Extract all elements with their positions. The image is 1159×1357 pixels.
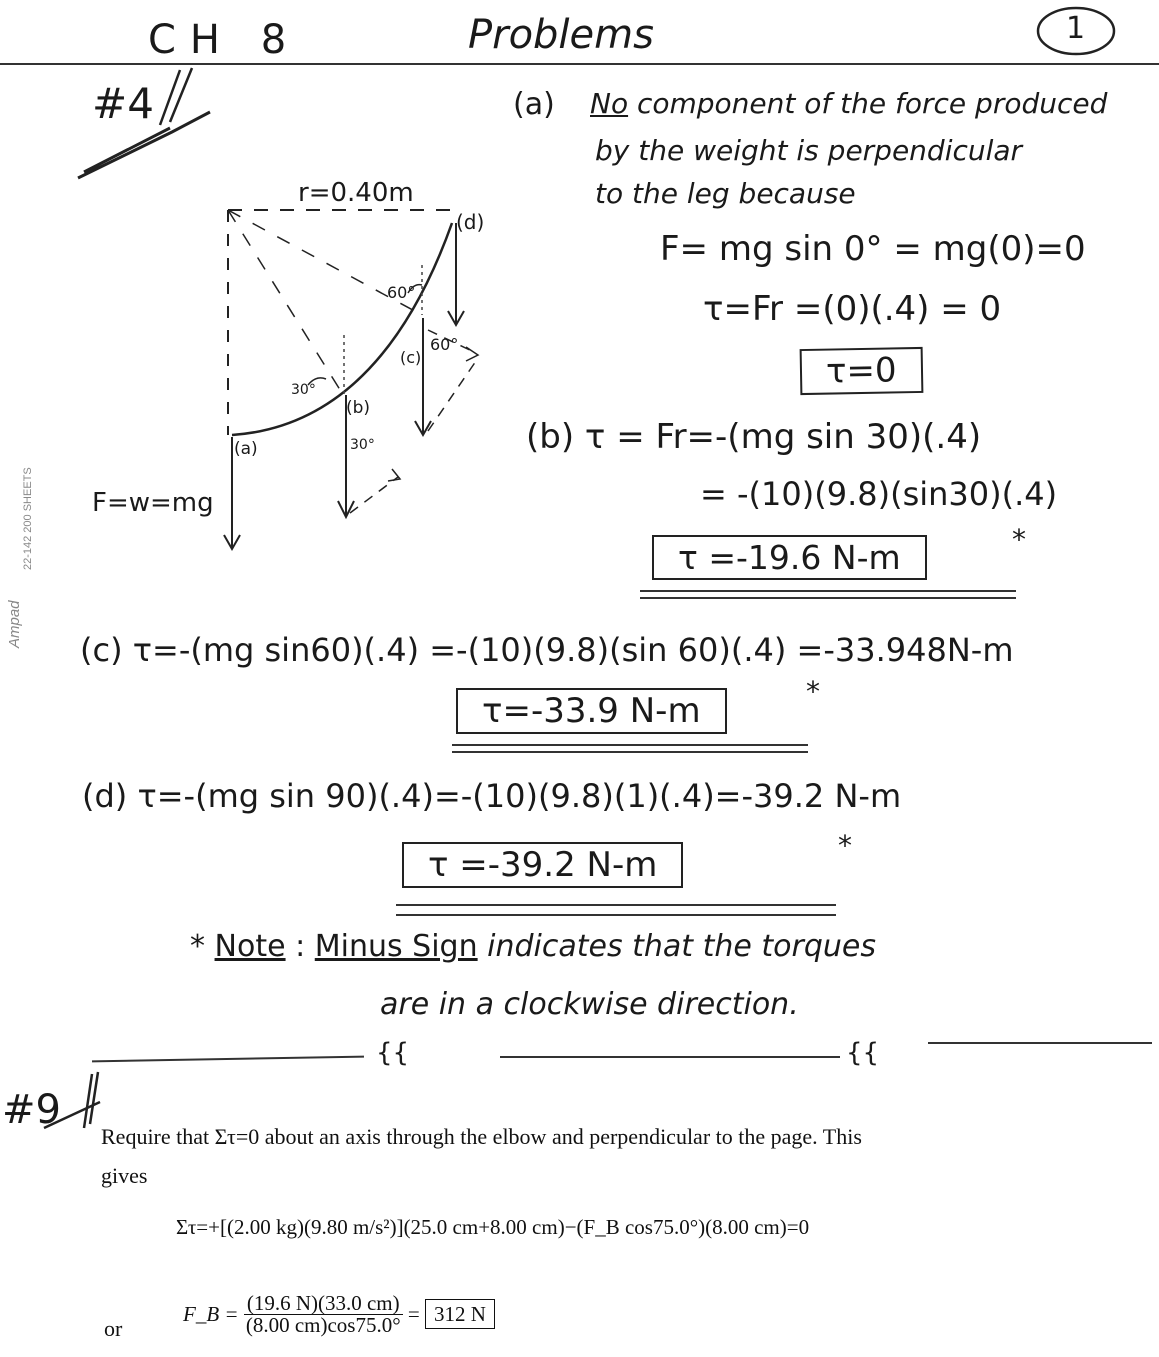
- angle-60-lower: 60°: [430, 335, 459, 354]
- page-number: 1: [1066, 11, 1086, 46]
- component-arrow-c: [428, 361, 476, 431]
- part-a-result-box: τ=0: [800, 347, 923, 395]
- angle-30-left: 30°: [291, 382, 316, 398]
- part-a-equation-1: F= mg sin 0° = mg(0)=0: [660, 229, 1086, 269]
- note-star: *: [190, 929, 205, 964]
- part-a-line-1: [590, 87, 1108, 120]
- separator-rule-right: [928, 1042, 1152, 1044]
- point-b-label: (b): [346, 398, 371, 418]
- page-title: Problems: [468, 12, 654, 58]
- part-d-equation: (d) τ=-(mg sin 90)(.4)=-(10)(9.8)(1)(.4)=-39.2 N-m: [82, 777, 902, 815]
- note-line-2: are in a clockwise direction.: [380, 987, 799, 1022]
- part-a-line-3: to the leg because: [595, 177, 856, 210]
- fb-numerator: (19.6 N)(33.0 cm): [244, 1293, 403, 1315]
- note-colon: :: [295, 929, 306, 964]
- sheet-count-text: 22-142 200 SHEETS: [22, 467, 34, 570]
- part-b-result-box: τ =-19.6 N-m: [652, 535, 927, 580]
- problem-9-intro: Require that Στ=0 about an axis through the elbow and perpendicular to the page. This: [101, 1124, 862, 1149]
- problem-4-label: #4: [92, 79, 154, 128]
- problem-9-intro-2: gives: [101, 1163, 148, 1188]
- part-a-line-2: by the weight is perpendicular: [595, 134, 1023, 167]
- ampad-edge-strip: [0, 330, 36, 650]
- part-c-equation: (c) τ=-(mg sin60)(.4) =-(10)(9.8)(sin 60)(.4) =-33.948N-m: [80, 631, 1014, 669]
- problem-4-underline-strokes: [60, 60, 220, 190]
- note-line-1-rest: indicates that the torques: [477, 929, 876, 964]
- ampad-brand-text: Ampad: [6, 600, 23, 648]
- part-d-star: *: [838, 829, 852, 862]
- fb-result-box: 312 N: [425, 1299, 495, 1329]
- note-label: Note: [214, 929, 286, 964]
- part-b-equation-1: (b) τ = Fr=-(mg sin 30)(.4): [526, 417, 982, 457]
- part-b-equation-2: = -(10)(9.8)(sin30)(.4): [700, 475, 1058, 513]
- part-b-star: *: [1012, 523, 1026, 556]
- problem-9-underline-strokes: [40, 1068, 110, 1138]
- part-b-double-underline: [640, 590, 1016, 599]
- fb-lhs: F_B =: [183, 1302, 239, 1326]
- component-arrow-b: [350, 477, 398, 513]
- problem-9-or: or: [104, 1316, 123, 1341]
- point-d-label: (d): [456, 210, 485, 234]
- fb-equals: =: [407, 1302, 420, 1326]
- problem-9-equation: Στ=+[(2.00 kg)(9.80 m/s²)](25.0 cm+8.00 cm)−(F_B cos75.0°)(8.00 cm)=0: [176, 1215, 810, 1239]
- separator-mark-right: {{: [846, 1038, 880, 1068]
- part-a-no-word: No: [590, 87, 629, 120]
- part-c-result-box: τ=-33.9 N-m: [456, 688, 727, 734]
- radius-to-b: [228, 210, 342, 393]
- part-a-label: (a): [513, 87, 555, 122]
- fb-fraction: [244, 1293, 403, 1336]
- problem-9-label: #9: [2, 1087, 61, 1133]
- fb-denominator: (8.00 cm)cos75.0°: [245, 1313, 401, 1337]
- note-line-1: [190, 929, 876, 964]
- note-minus-sign: Minus Sign: [314, 929, 478, 964]
- point-a-label: (a): [234, 439, 258, 459]
- separator-rule-left: [92, 1056, 364, 1063]
- chapter-label: CH 8: [148, 17, 301, 63]
- separator-mark-left: {{: [376, 1038, 410, 1068]
- part-d-result-box: τ =-39.2 N-m: [402, 842, 683, 888]
- part-c-double-underline: [452, 744, 808, 753]
- radius-label: r=0.40m: [298, 178, 414, 208]
- part-c-star: *: [806, 675, 820, 708]
- part-a-equation-2: τ=Fr =(0)(.4) = 0: [703, 289, 1002, 329]
- separator-rule-middle: [500, 1056, 840, 1058]
- part-d-double-underline: [396, 904, 836, 916]
- part-a-line-1-rest: component of the force produced: [628, 87, 1108, 120]
- point-c-label: (c): [400, 348, 422, 367]
- angle-60-upper: 60°: [387, 283, 416, 302]
- force-label: F=w=mg: [92, 488, 214, 518]
- leg-arc: [232, 223, 452, 435]
- angle-30-right: 30°: [350, 437, 375, 453]
- fb-expression: [183, 1293, 495, 1336]
